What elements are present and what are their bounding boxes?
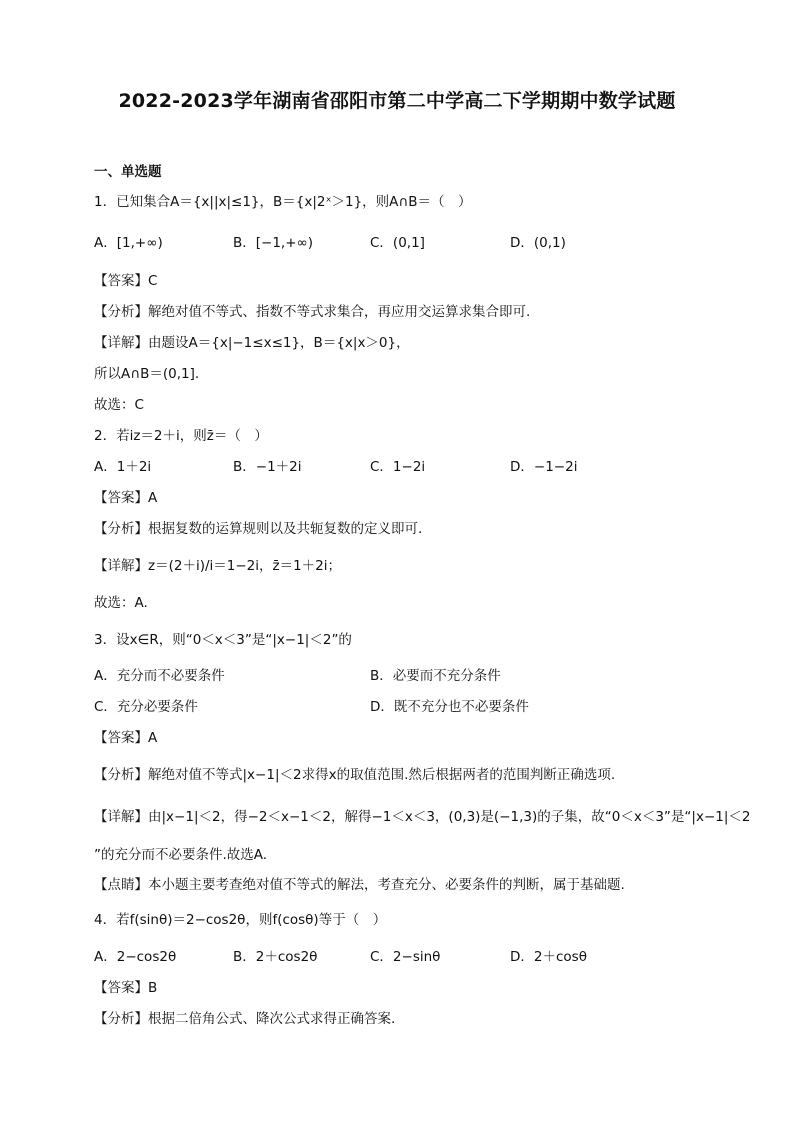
q1-detail-2: 所以A∩B＝(0,1]. xyxy=(94,366,200,382)
q3-answer: 【答案】A xyxy=(94,730,158,746)
q3-detail: 【详解】由|x−1|＜2，得−2＜x−1＜2，解得−1＜x＜3，(0,3)是(−1,3)的子集，故“0＜x＜3”是“|x−1|＜2 xyxy=(94,809,751,825)
q1-option-c: C．(0,1] xyxy=(370,235,425,251)
q1-option-b: B．[−1,+∞) xyxy=(233,235,314,251)
q3-option-a: A．充分而不必要条件 xyxy=(94,668,225,684)
q1-stem: 1．已知集合A＝{x||x|≤1}，B＝{x|2ˣ＞1}，则A∩B＝（ ） xyxy=(94,194,472,210)
q1-option-d: D．(0,1) xyxy=(510,235,566,251)
q4-option-b: B．2＋cos2θ xyxy=(233,949,318,965)
q3-option-c: C．充分必要条件 xyxy=(94,699,198,715)
q2-conclusion: 故选：A. xyxy=(94,595,148,611)
q4-answer: 【答案】B xyxy=(94,980,158,996)
q2-detail: 【详解】z＝(2＋i)/i＝1−2i，z̄＝1＋2i； xyxy=(94,558,342,574)
q3-detail-2: ”的充分而不必要条件.故选A. xyxy=(94,847,268,863)
q2-option-c: C．1−2i xyxy=(370,459,426,475)
q1-analysis: 【分析】解绝对值不等式、指数不等式求集合，再应用交运算求集合即可. xyxy=(94,304,531,320)
section-heading: 一、单选题 xyxy=(94,164,162,180)
q2-option-a: A．1＋2i xyxy=(94,459,152,475)
q3-option-d: D．既不充分也不必要条件 xyxy=(370,699,529,715)
q2-answer: 【答案】A xyxy=(94,490,158,506)
q4-analysis: 【分析】根据二倍角公式、降次公式求得正确答案. xyxy=(94,1011,396,1027)
q2-analysis: 【分析】根据复数的运算规则以及共轭复数的定义即可. xyxy=(94,521,423,537)
q3-note: 【点睛】本小题主要考查绝对值不等式的解法，考查充分、必要条件的判断，属于基础题. xyxy=(94,877,625,893)
q1-answer: 【答案】C xyxy=(94,273,158,289)
q3-option-b: B．必要而不充分条件 xyxy=(370,668,501,684)
q4-option-a: A．2−cos2θ xyxy=(94,949,177,965)
q1-conclusion: 故选：C xyxy=(94,397,144,413)
document-title: 2022-2023学年湖南省邵阳市第二中学高二下学期期中数学试题 xyxy=(118,90,676,112)
q3-stem: 3．设x∈R，则“0＜x＜3”是“|x−1|＜2”的 xyxy=(94,632,352,648)
q1-option-a: A．[1,+∞) xyxy=(94,235,163,251)
q2-option-b: B．−1＋2i xyxy=(233,459,302,475)
q4-option-c: C．2−sinθ xyxy=(370,949,441,965)
q2-stem: 2．若iz＝2＋i，则z̄＝（ ） xyxy=(94,428,268,444)
q4-stem: 4．若f(sinθ)＝2−cos2θ，则f(cosθ)等于（ ） xyxy=(94,912,387,928)
q3-analysis: 【分析】解绝对值不等式|x−1|＜2求得x的取值范围.然后根据两者的范围判断正确选项. xyxy=(94,767,616,783)
q2-option-d: D．−1−2i xyxy=(510,459,578,475)
q4-option-d: D．2＋cosθ xyxy=(510,949,587,965)
q1-detail: 【详解】由题设A＝{x|−1≤x≤1}，B＝{x|x＞0}， xyxy=(94,335,410,351)
